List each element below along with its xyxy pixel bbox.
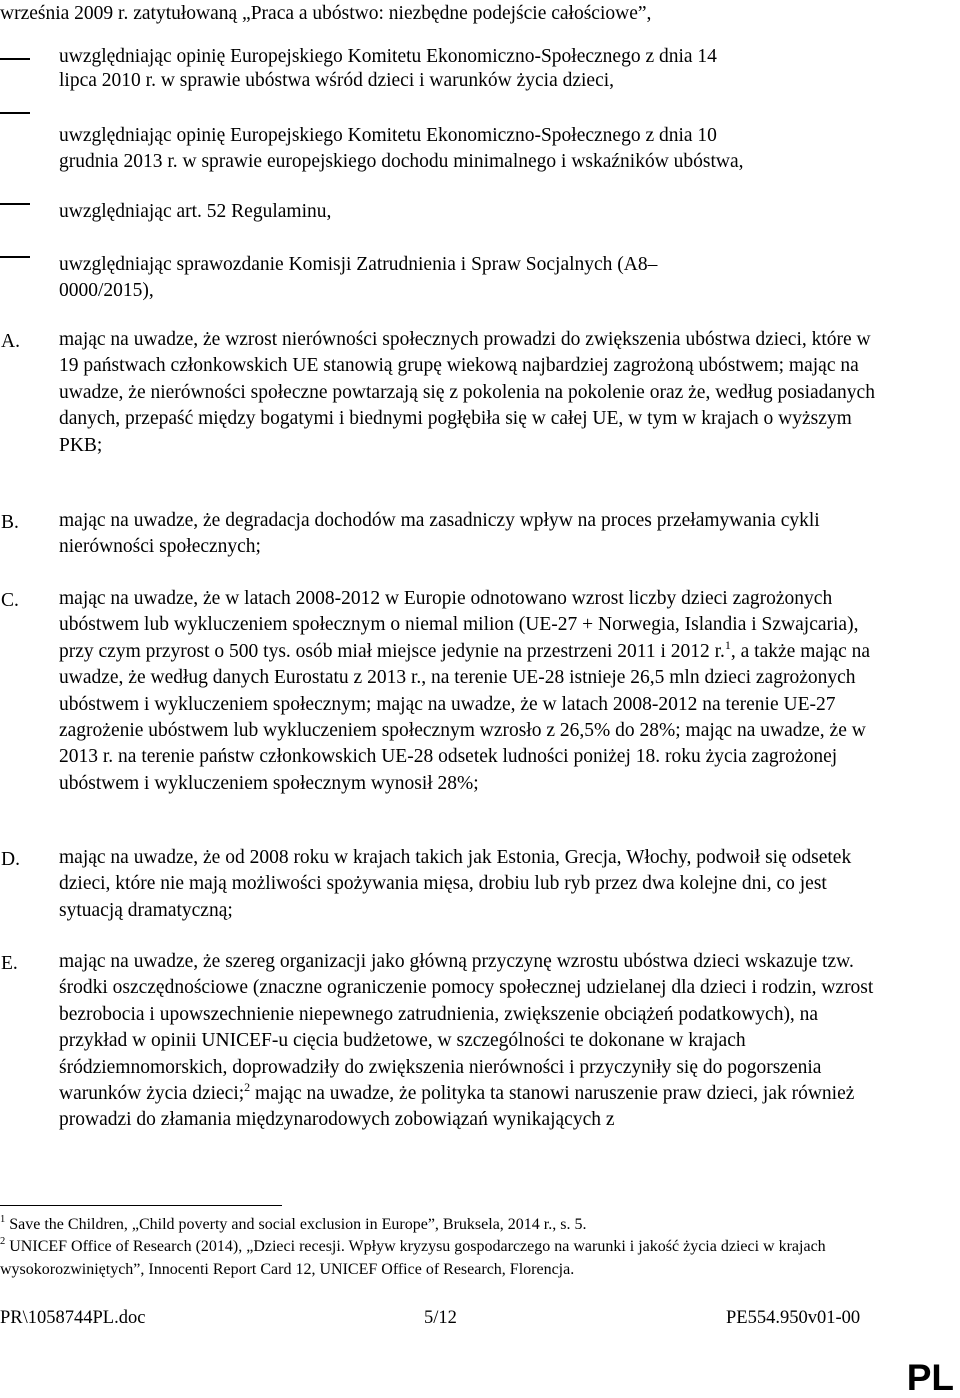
- recital-mark-d: D.: [1, 849, 20, 870]
- recital-e-part-1: mając na uwadze, że szereg organizacji jako główną przyczynę wzrostu ubóstwa dzieci wskazuje tzw. środki oszczędnościowe (znaczne ograniczenie pomocy społecznej udzielanej dla dzieci i rodzin, wzrost bezrobocia i upowszechnienie niepewnego zatrudnienia, zwiększenie obciążeń podatkowych), na przykład w opinii UNICEF-u cięcia budżetowe, w szczególności te dokonane w krajach śródziemnomorskich, doprowadziły do zwiększenia nierówności i przyczyniły się do pogorszenia warunków życia dzieci;: [59, 951, 874, 1105]
- footnote-ref-2[interactable]: 2: [244, 1080, 251, 1095]
- footnote-number: 2: [0, 1236, 6, 1247]
- citation-dash: [0, 203, 30, 205]
- footnote-text: UNICEF Office of Research (2014), „Dzieci recesji. Wpływ kryzysu gospodarczego na warunki i jakość życia dzieci w krajach wysokorozwiniętych”, Innocenti Report Card 12, UNICEF Office of Research, Florencja.: [0, 1238, 826, 1278]
- recital-e-text: [59, 949, 889, 1134]
- citation-line: uwzględniając art. 52 Regulaminu,: [59, 201, 332, 222]
- footer-pe-ref: PE554.950v01-00: [726, 1308, 861, 1328]
- citation-line: lipca 2010 r. w sprawie ubóstwa wśród dzieci i warunków życia dzieci,: [59, 70, 615, 91]
- footer-doc-ref: PR\1058744PL.doc: [0, 1308, 146, 1328]
- citation-line: uwzględniając opinię Europejskiego Komitetu Ekonomiczno-Społecznego z dnia 14: [59, 46, 717, 67]
- footnote-separator: [0, 1205, 282, 1206]
- recital-c-text: [59, 586, 889, 797]
- footnote-1: [0, 1214, 920, 1237]
- recital-mark-c: C.: [1, 590, 19, 611]
- citation-dash: [0, 112, 30, 114]
- language-code: PL: [906, 1357, 954, 1398]
- footnote-2: [0, 1236, 920, 1281]
- citation-line: uwzględniając opinię Europejskiego Komitetu Ekonomiczno-Społecznego z dnia 10: [59, 125, 717, 146]
- footer-page-number: 5/12: [424, 1308, 457, 1328]
- recital-mark-e: E.: [1, 953, 18, 974]
- footnote-number: 1: [0, 1214, 6, 1225]
- footnote-text: Save the Children, „Child poverty and social exclusion in Europe”, Bruksela, 2014 r., s. 5.: [5, 1216, 587, 1233]
- footnote-ref-1[interactable]: 1: [724, 637, 731, 652]
- recital-mark-b: B.: [1, 512, 19, 533]
- citation-line: uwzględniając sprawozdanie Komisji Zatrudnienia i Spraw Socjalnych (A8–: [59, 254, 658, 275]
- recital-d-text: mając na uwadze, że od 2008 roku w krajach takich jak Estonia, Grecja, Włochy, podwoił się odsetek dzieci, które nie mają możliwości spożywania mięsa, drobiu lub ryb przez dwa kolejne dni, co jest sytuacją dramatyczną;: [59, 847, 852, 921]
- recital-e-part-2: mając na uwadze, że polityka ta stanowi naruszenie praw dzieci, jak również prowadzi do złamania międzynarodowych zobowiązań wynikających z: [59, 1083, 855, 1131]
- recital-c-part-2: , a także mając na uwadze, że według danych Eurostatu z 2013 r., na terenie UE-28 istnieje 26,5 mln dzieci zagrożonych ubóstwem i wykluczeniem społecznym; mając na uwadze, że w latach 2008-2012 na terenie UE-27 zagrożenie ubóstwem lub wykluczeniem społecznym wzrosło z 26,5% do 28%; mając na uwadze, że w 2013 r. na terenie państw członkowskich UE-28 odsetek ludności poniżej 18. roku życia zagrożonej ubóstwem i wykluczeniem społecznym wynosił 28%;: [59, 640, 871, 794]
- recital-mark-a: A.: [1, 331, 20, 352]
- citation-dash: [0, 256, 30, 258]
- citation-dash: [0, 58, 30, 60]
- continuation-line: września 2009 r. zatytułowaną „Praca a ubóstwo: niezbędne podejście całościowe”,: [0, 3, 652, 24]
- recital-a-text: mając na uwadze, że wzrost nierówności społecznych prowadzi do zwiększenia ubóstwa dzieci, które w 19 państwach członkowskich UE stanowią grupę wiekową najbardziej zagrożoną ubóstwem; mając na uwadze, że nierówności społeczne powtarzają się z pokolenia na pokolenie oraz że, według posiadanych danych, przepaść między bogatymi i biednymi pogłębiła się w całej UE, w tym w krajach o wyższym PKB;: [59, 329, 875, 456]
- recital-b-text: mając na uwadze, że degradacja dochodów ma zasadniczy wpływ na proces przełamywania cykli nierówności społecznych;: [59, 510, 820, 558]
- citation-line: grudnia 2013 r. w sprawie europejskiego dochodu minimalnego i wskaźników ubóstwa,: [59, 151, 744, 172]
- citation-line: 0000/2015),: [59, 280, 154, 301]
- recital-c-part-1: mając na uwadze, że w latach 2008-2012 w Europie odnotowano wzrost liczby dzieci zagrożonych ubóstwem lub wykluczeniem społecznym o niemal milion (UE-27 + Norwegia, Islandia i Szwajcaria), przy czym przyrost o 500 tys. osób miał miejsce jedynie na przestrzeni 2011 i 2012 r.: [59, 588, 859, 662]
